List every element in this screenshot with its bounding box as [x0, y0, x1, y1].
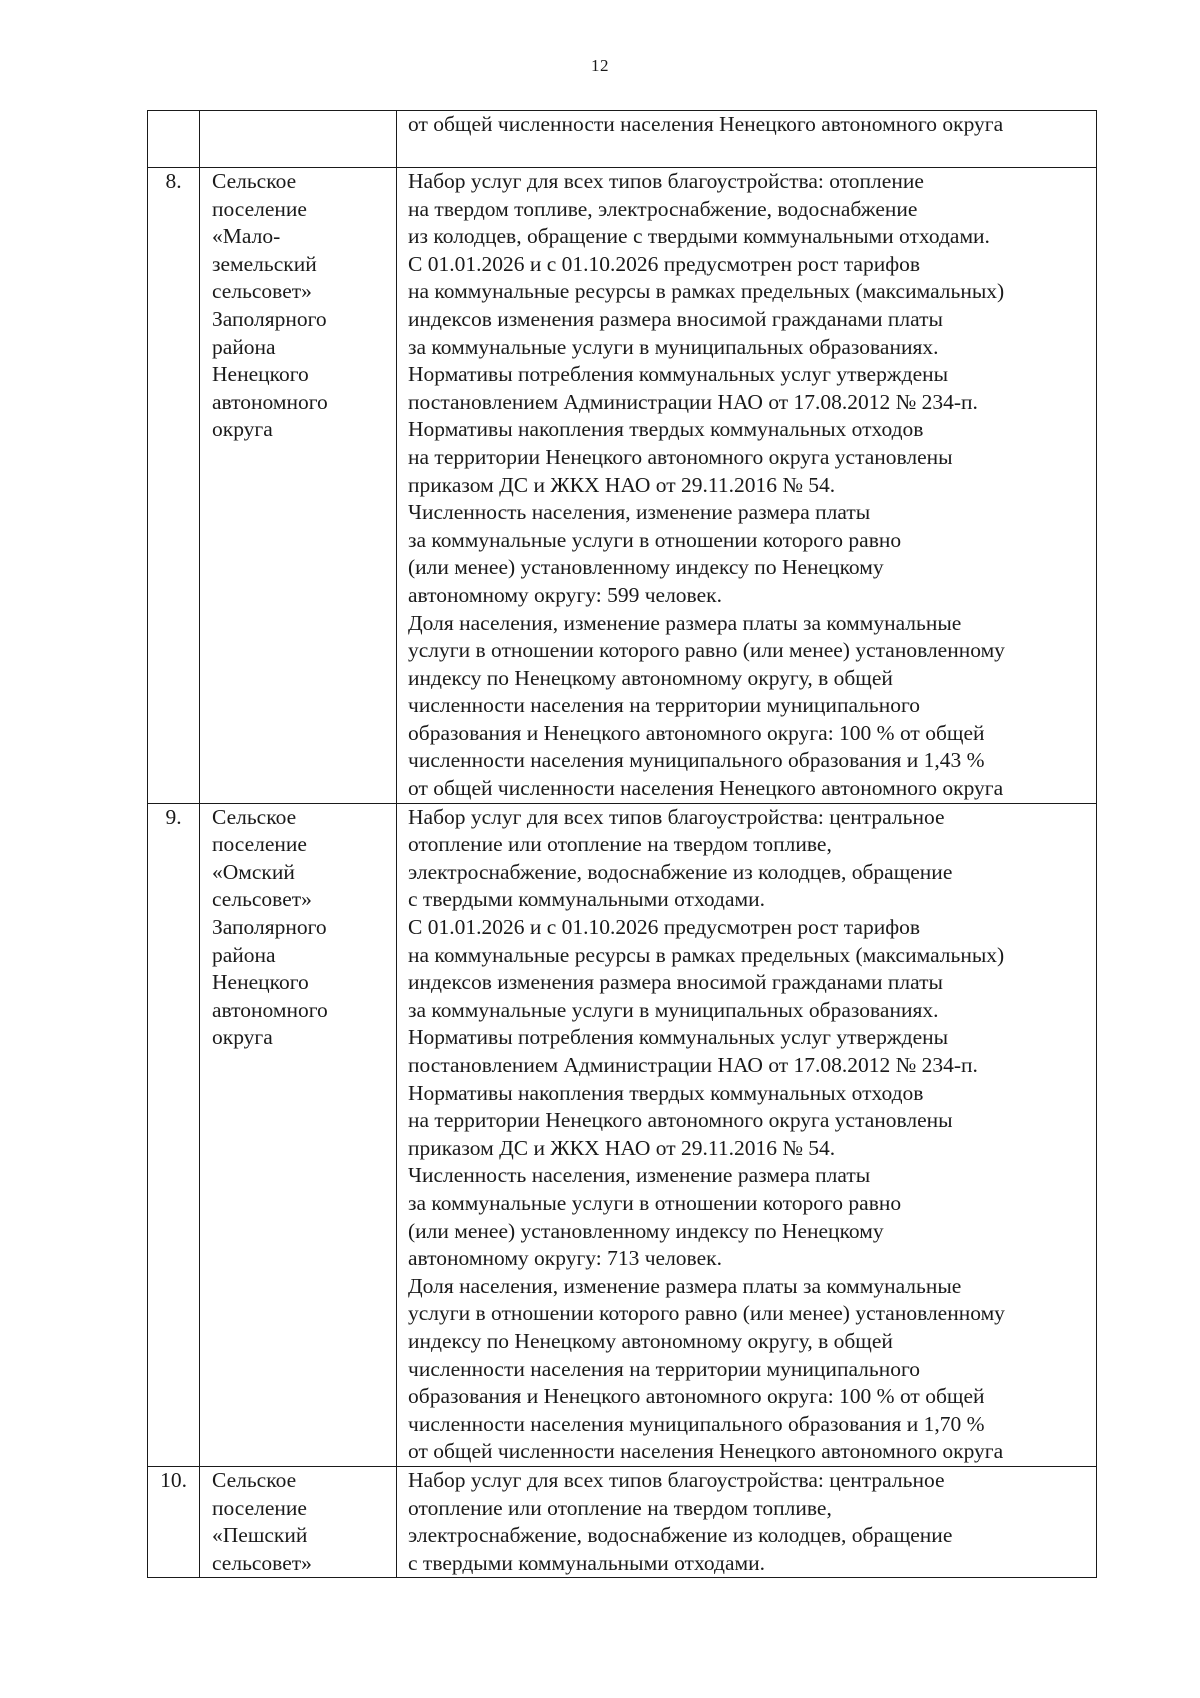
text-line: за коммунальные услуги в отношении которого равно: [408, 527, 902, 552]
table-row: [148, 1466, 1097, 1577]
text-line: поселение: [212, 196, 307, 221]
text-line: за коммунальные услуги в муниципальных образованиях.: [408, 334, 939, 359]
text-line: Сельское: [212, 169, 297, 193]
text-line: района: [212, 942, 276, 967]
text-line: Численность населения, изменение размера платы: [408, 500, 871, 525]
text-line: Набор услуг для всех типов благоустройства: центральное: [408, 804, 945, 829]
page-number: 12: [591, 56, 609, 75]
text-line: «Пешский: [212, 1523, 308, 1548]
text-line: Сельское: [212, 1467, 297, 1492]
text-line: электроснабжение, водоснабжение из колодцев, обращение: [408, 1523, 953, 1548]
text-line: от общей численности населения Ненецкого автономного округа: [408, 776, 1004, 801]
text-line: за коммунальные услуги в муниципальных образованиях.: [408, 997, 939, 1022]
text-line: на территории Ненецкого автономного округа установлены: [408, 444, 953, 469]
text-line: Доля населения, изменение размера платы за коммунальные: [408, 610, 962, 635]
text-line: автономному округу: 599 человек.: [408, 582, 722, 607]
text-line: постановлением Администрации НАО от 17.08.2012 № 234-п.: [408, 389, 978, 414]
row-number: 9.: [148, 803, 200, 1466]
row-number: [148, 111, 200, 168]
text-line: приказом ДС и ЖКХ НАО от 29.11.2016 № 54.: [408, 472, 836, 497]
text-line: поселение: [212, 832, 307, 857]
text-line: земельский: [212, 251, 317, 276]
municipality-name: [200, 168, 397, 804]
text-line: на коммунальные ресурсы в рамках предельных (максимальных): [408, 279, 1005, 304]
text-line: Доля населения, изменение размера платы за коммунальные: [408, 1273, 962, 1298]
text-line: от общей численности населения Ненецкого автономного округа: [408, 1439, 1004, 1464]
municipality-name: [200, 803, 397, 1466]
text-line: отопление или отопление на твердом топливе,: [408, 832, 832, 857]
text-line: (или менее) установленному индексу по Ненецкому: [408, 1218, 884, 1243]
text-line: индексу по Ненецкому автономному округу, в общей: [408, 1328, 893, 1353]
text-line: Численность населения, изменение размера платы: [408, 1163, 871, 1188]
row-description: [397, 111, 1097, 168]
text-line: численности населения муниципального образования и 1,70 %: [408, 1411, 985, 1436]
text-line: сельсовет»: [212, 887, 312, 912]
text-line: на территории Ненецкого автономного округа установлены: [408, 1108, 953, 1133]
text-line: Ненецкого: [212, 362, 309, 387]
text-line: за коммунальные услуги в отношении которого равно: [408, 1190, 902, 1215]
text-line: (или менее) установленному индексу по Ненецкому: [408, 555, 884, 580]
row-number: 10.: [148, 1466, 200, 1577]
text-line: услуги в отношении которого равно (или менее) установленному: [408, 638, 1005, 663]
text-line: образования и Ненецкого автономного округа: 100 % от общей: [408, 720, 985, 745]
text-line: с твердыми коммунальными отходами.: [408, 887, 765, 912]
row-description: [397, 1466, 1097, 1577]
text-line: округа: [212, 417, 273, 442]
text-line: Сельское: [212, 804, 297, 829]
text-line: автономного: [212, 997, 328, 1022]
table-row: [148, 168, 1097, 804]
municipality-name: [200, 1466, 397, 1577]
tariff-table: [147, 110, 1097, 1578]
text-line: услуги в отношении которого равно (или менее) установленному: [408, 1301, 1005, 1326]
text-line: Нормативы накопления твердых коммунальных отходов: [408, 417, 924, 442]
text-line: электроснабжение, водоснабжение из колодцев, обращение: [408, 859, 953, 884]
text-line: «Мало-: [212, 224, 281, 249]
text-line: индексу по Ненецкому автономному округу, в общей: [408, 665, 893, 690]
text-line: С 01.01.2026 и с 01.10.2026 предусмотрен рост тарифов: [408, 251, 921, 276]
text-line: округа: [212, 1025, 273, 1050]
text-line: сельсовет»: [212, 279, 312, 304]
text-line: автономного: [212, 389, 328, 414]
text-line: отопление или отопление на твердом топливе,: [408, 1495, 832, 1520]
text-line: на твердом топливе, электроснабжение, водоснабжение: [408, 196, 918, 221]
text-line: Нормативы потребления коммунальных услуг утверждены: [408, 362, 949, 387]
text-line: С 01.01.2026 и с 01.10.2026 предусмотрен рост тарифов: [408, 915, 921, 940]
text-line: индексов изменения размера вносимой гражданами платы: [408, 306, 943, 331]
text-line: численности населения на территории муниципального: [408, 1356, 921, 1381]
text-line: поселение: [212, 1495, 307, 1520]
text-line: Нормативы потребления коммунальных услуг утверждены: [408, 1025, 949, 1050]
text-line: индексов изменения размера вносимой гражданами платы: [408, 970, 943, 995]
text-line: приказом ДС и ЖКХ НАО от 29.11.2016 № 54.: [408, 1135, 836, 1160]
text-line: сельсовет»: [212, 1550, 312, 1575]
text-line: автономному округу: 713 человек.: [408, 1246, 722, 1271]
text-line: постановлением Администрации НАО от 17.08.2012 № 234-п.: [408, 1053, 978, 1077]
text-line: с твердыми коммунальными отходами.: [408, 1550, 765, 1575]
text-line: на коммунальные ресурсы в рамках предельных (максимальных): [408, 942, 1005, 967]
text-line: численности населения муниципального образования и 1,43 %: [408, 748, 985, 773]
text-line: Заполярного: [212, 915, 327, 940]
text-line: от общей численности населения Ненецкого автономного округа: [408, 112, 1004, 136]
text-line: образования и Ненецкого автономного округа: 100 % от общей: [408, 1384, 985, 1409]
text-line: Нормативы накопления твердых коммунальных отходов: [408, 1080, 924, 1105]
text-line: Заполярного: [212, 306, 327, 331]
text-line: Набор услуг для всех типов благоустройства: отопление: [408, 169, 924, 193]
text-line: «Омский: [212, 859, 295, 884]
text-line: численности населения на территории муниципального: [408, 693, 921, 718]
table-row: [148, 111, 1097, 168]
text-line: Ненецкого: [212, 970, 309, 995]
text-line: Набор услуг для всех типов благоустройства: центральное: [408, 1467, 945, 1492]
table-row: [148, 803, 1097, 1466]
text-line: района: [212, 334, 276, 359]
row-description: [397, 803, 1097, 1466]
row-description: [397, 168, 1097, 804]
row-number: 8.: [148, 168, 200, 804]
text-line: из колодцев, обращение с твердыми коммунальными отходами.: [408, 224, 990, 249]
municipality-name: [200, 111, 397, 168]
